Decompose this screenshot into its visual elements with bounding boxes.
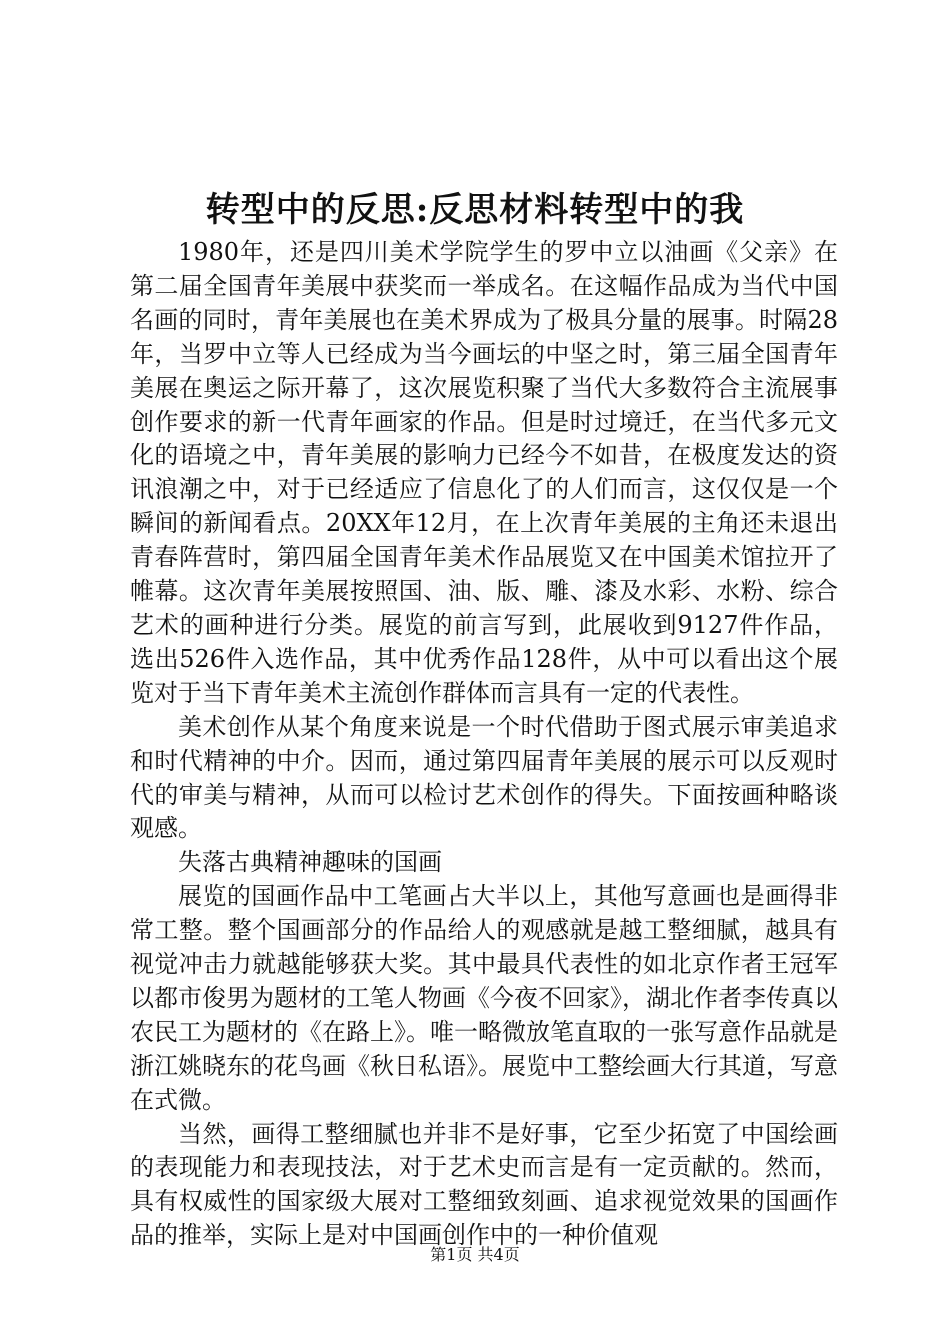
page-footer: 第1页 共4页 xyxy=(430,1245,520,1264)
section-heading: 失落古典精神趣味的国画 xyxy=(178,848,442,877)
paragraph: 展览的国画作品中工笔画占大半以上，其他写意画也是画得非常工整。整个国画部分的作品给人的观感就是越工整细腻，越具有视觉冲击力就越能够获大奖。其中最具代表性的如北京作者王冠军以都市俊男为题材的工笔人物画《今夜不回家》，湖北作者李传真以农民工为题材的《在路上》。唯一略微放笔直取的一张写意作品就是浙江姚晓东的花鸟画《秋日私语》。展览中工整绘画大行其道，写意在式微。 xyxy=(130,882,838,1114)
document-title: 转型中的反思:反思材料转型中的我 xyxy=(205,190,745,230)
document-body xyxy=(130,236,838,1253)
paragraph: 当然，画得工整细腻也并非不是好事，它至少拓宽了中国绘画的表现能力和表现技法，对于艺术史而言是有一定贡献的。然而，具有权威性的国家级大展对工整细致刻画、追求视觉效果的国画作品的推举，实际上是对中国画创作中的一种价值观 xyxy=(130,1119,838,1250)
paragraph: 美术创作从某个角度来说是一个时代借助于图式展示审美追求和时代精神的中介。因而，通过第四届青年美展的展示可以反观时代的审美与精神，从而可以检讨艺术创作的得失。下面按画种略谈观感。 xyxy=(130,712,838,843)
paragraph: 1980年，还是四川美术学院学生的罗中立以油画《父亲》在第二届全国青年美展中获奖而一举成名。在这幅作品成为当代中国名画的同时，青年美展也在美术界成为了极具分量的展事。时隔28年，当罗中立等人已经成为当今画坛的中坚之时，第三届全国青年美展在奥运之际开幕了，这次展览积聚了当代大多数符合主流展事创作要求的新一代青年画家的作品。但是时过境迁，在当代多元文化的语境之中，青年美展的影响力已经今不如昔，在极度发达的资讯浪潮之中，对于已经适应了信息化了的人们而言，这仅仅是一个瞬间的新闻看点。20XX年12月，在上次青年美展的主角还未退出青春阵营时，第四届全国青年美术作品展览又在中国美术馆拉开了帷幕。这次青年美展按照国、油、版、雕、漆及水彩、水粉、综合艺术的画种进行分类。展览的前言写到，此展收到9127件作品，选出526件入选作品，其中优秀作品128件，从中可以看出这个展览对于当下青年美术主流创作群体而言具有一定的代表性。 xyxy=(130,238,838,707)
